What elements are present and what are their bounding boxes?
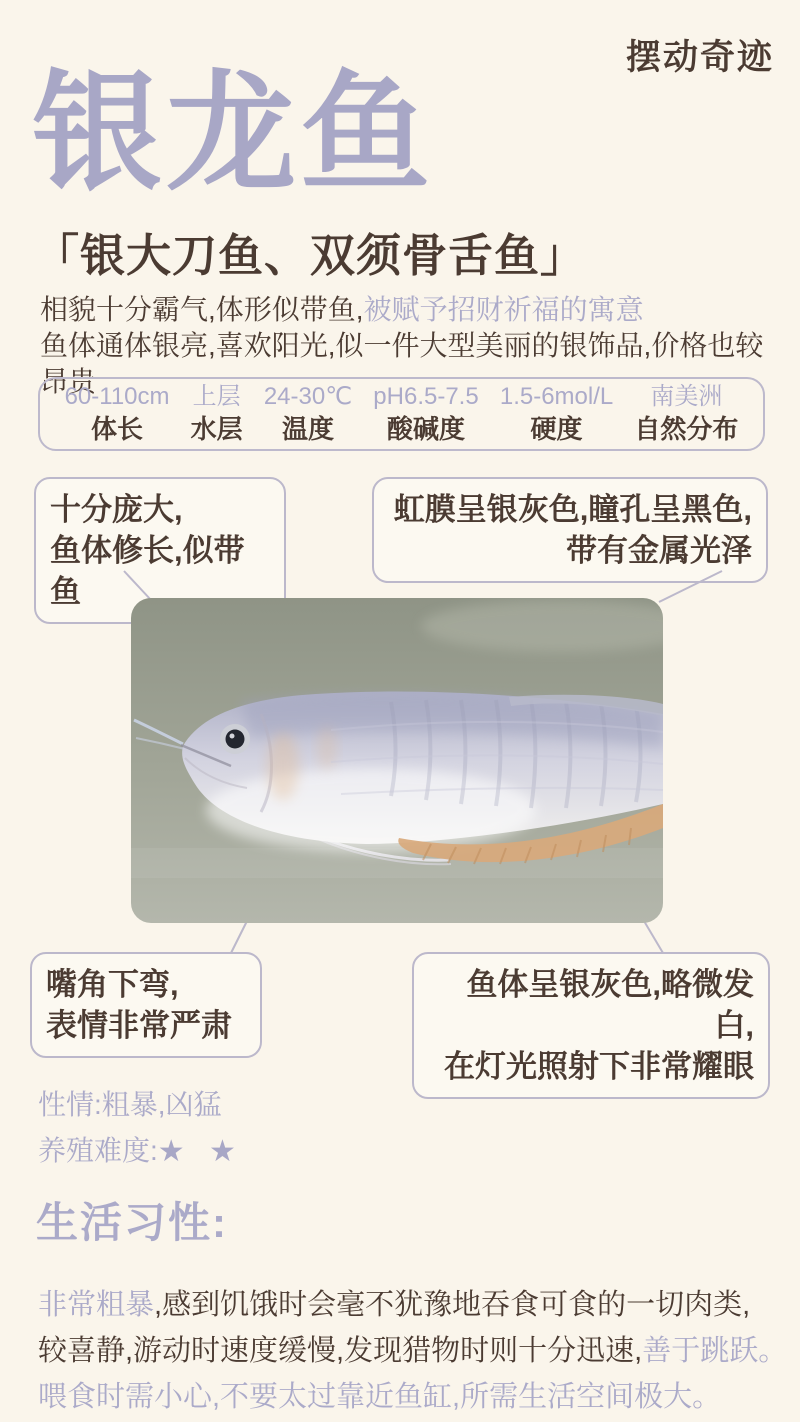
callout-line: 嘴角下弯, [46, 967, 179, 1002]
habits-line1-dark: ,感到饥饿时会毫不犹豫地吞食可食的一切肉类, [154, 1289, 751, 1321]
stat-label: 酸碱度 [386, 413, 465, 444]
stat-label: 硬度 [530, 413, 583, 444]
stat-distribution [634, 383, 738, 444]
callout-line: 在灯光照射下非常耀眼 [444, 1049, 754, 1084]
habits-line2-dark: 较喜静,游动时速度缓慢,发现猎物时则十分迅速, [38, 1335, 643, 1367]
difficulty-label: 养殖难度: [38, 1135, 158, 1166]
callout-eye [372, 477, 768, 583]
callout-line: 虹膜呈银灰色,瞳孔呈黑色, [393, 492, 752, 527]
habits-line2-accent: 善于跳跃。 [642, 1335, 788, 1367]
stat-value: 1.5-6mol/L [499, 383, 614, 411]
habits-line-3 [38, 1374, 774, 1420]
difficulty-row [38, 1128, 244, 1175]
fish-photo [131, 598, 663, 923]
stat-value: 上层 [192, 383, 241, 411]
intro-line1-dark: 相貌十分霸气,体形似带鱼, [40, 294, 364, 325]
stat-value: 60-110cm [64, 383, 170, 411]
habits-line-2 [38, 1328, 788, 1374]
stat-label: 自然分布 [634, 413, 739, 444]
habits-section-title: 生活习性: [36, 1199, 228, 1246]
stat-label: 体长 [91, 413, 144, 444]
stat-body-length [65, 383, 170, 444]
intro-line-1 [40, 292, 770, 328]
brand-logo-text: 摆动奇迹 [625, 38, 774, 77]
callout-line: 表情非常严肃 [46, 1008, 232, 1043]
habits-line1-accent: 非常粗暴 [38, 1289, 155, 1321]
habits-line-1 [38, 1282, 774, 1328]
stat-ph [373, 383, 478, 444]
habits-line3-accent: 喂食时需小心,不要太过靠近鱼缸,所需生活空间极大。 [38, 1381, 722, 1413]
callout-line: 鱼体修长,似带鱼 [50, 533, 245, 609]
alias-subtitle: 「银大刀鱼、双须骨舌鱼」 [34, 230, 587, 281]
callout-line: 十分庞大, [50, 492, 183, 527]
callout-line: 鱼体呈银灰色,略微发白, [466, 967, 754, 1043]
silver-arowana-illustration [131, 598, 663, 923]
stat-water-layer [191, 383, 243, 444]
stat-temperature [264, 383, 352, 444]
stats-bar [38, 377, 765, 451]
callout-body-color [412, 952, 770, 1099]
stat-value: 24-30℃ [263, 383, 353, 411]
stat-label: 水层 [190, 413, 243, 444]
intro-line-2: 鱼体通体银亮,喜欢阳光,似一件大型美丽的银饰品,价格也较昂贵 [40, 330, 764, 397]
temperament-text: 性情:粗暴,凶猛 [38, 1089, 222, 1120]
habits-paragraph [38, 1282, 788, 1420]
traits-block [38, 1082, 244, 1175]
stat-hardness [500, 383, 613, 444]
callout-line: 带有金属光泽 [566, 533, 752, 568]
page-title: 银龙鱼 [32, 60, 435, 206]
star-rating-icon: ★ ★ [157, 1135, 244, 1168]
callout-mouth [30, 952, 262, 1058]
stat-value: pH6.5-7.5 [373, 383, 479, 411]
stat-value: 南美洲 [650, 383, 723, 411]
intro-line1-accent: 被赋予招财祈福的寓意 [363, 294, 644, 325]
stat-label: 温度 [281, 413, 334, 444]
